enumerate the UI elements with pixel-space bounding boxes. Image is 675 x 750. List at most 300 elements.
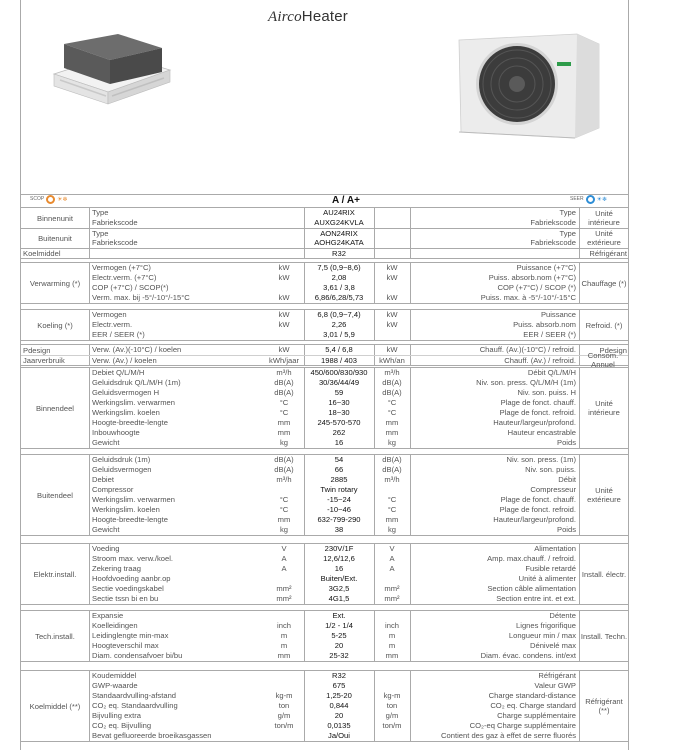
spec-label-nl: Inbouwhoogte (92, 428, 140, 437)
spec-label-fr: Type (559, 229, 576, 238)
table-row (21, 611, 628, 621)
spec-label-fr: Puiss. absorb.nom (513, 320, 576, 329)
table-row (21, 574, 628, 584)
unit-fr: inch (385, 621, 399, 630)
table-row (21, 691, 628, 701)
unit-fr (374, 611, 410, 621)
unit-fr: kW (386, 273, 398, 282)
spec-label-fr: Débit (558, 475, 576, 484)
unit-nl: kW (278, 310, 290, 319)
unit-fr: kW (386, 345, 398, 354)
spec-value: 1988 / 403 (321, 356, 357, 365)
unit-fr: g/m (385, 711, 399, 720)
group-label-fr: Consom. Annuel (587, 351, 619, 369)
table-row (21, 293, 628, 303)
spec-label-fr: Contient des gaz à effet de serre fluorés (441, 731, 576, 740)
energy-class-row (20, 194, 629, 206)
unit-fr: dB(A) (382, 388, 402, 397)
section-units (20, 207, 629, 259)
spec-label-nl: Werkingslim. verwarmen (92, 398, 175, 407)
spec-label-fr: Hauteur encastrable (507, 428, 576, 437)
spec-value: 16~30 (328, 398, 350, 407)
unit-fr (374, 218, 410, 228)
spec-label-fr: Alimentation (534, 544, 576, 553)
spec-label-nl: CO₂ eq. Standaardvulling (92, 701, 178, 710)
unit-fr: kg-m (383, 691, 401, 700)
unit-nl: A (281, 554, 287, 563)
spec-label-nl: Vermogen (92, 310, 127, 319)
unit-nl: °C (279, 495, 289, 504)
unit-nl: ton (278, 701, 290, 710)
scop-efficiency-badge: SCOP ☀❄ (30, 196, 68, 203)
table-row (21, 681, 628, 691)
table-row (21, 505, 628, 515)
section-outdoor (20, 454, 629, 536)
spec-label-fr: Détente (549, 611, 576, 620)
section-cooling (20, 309, 629, 341)
section-indoor (20, 367, 629, 449)
unit-fr: °C (387, 408, 397, 417)
unit-fr: mm (385, 418, 399, 427)
brand-logo: AircoHeater (268, 8, 349, 25)
unit-fr: V (389, 544, 395, 553)
spec-value: 675 (332, 681, 346, 690)
spec-label-fr: Hauteur/largeur/profond. (493, 418, 576, 427)
spec-label-fr: Type (559, 208, 576, 217)
unit-nl (265, 249, 303, 259)
table-row (21, 594, 628, 604)
spec-value: AUXG24KVLA (314, 218, 364, 227)
table-row (21, 428, 628, 438)
unit-nl: kW (278, 345, 290, 354)
unit-fr: mm (385, 515, 399, 524)
unit-fr: m (388, 631, 396, 640)
spec-label-nl: Zekering traag (92, 564, 141, 573)
unit-nl: mm (277, 515, 291, 524)
section-technical (20, 610, 629, 662)
spec-label-nl: Bevat gefluoreerde broeikasgassen (92, 731, 212, 740)
spec-label-nl: Verm. max. bij -5°/-10°/-15°C (92, 293, 190, 302)
spec-label-nl: Verw. (Av.) / koelen (92, 356, 157, 365)
spec-label-fr: Lignes frigorifique (516, 621, 576, 630)
spec-value: 20 (334, 711, 344, 720)
table-row (21, 351, 628, 369)
table-row (21, 398, 628, 408)
unit-nl: kg (279, 438, 289, 447)
group-label-nl: Koelmiddel (23, 248, 61, 258)
table-row (21, 701, 628, 711)
spec-label-fr: Unité à alimenter (518, 574, 576, 583)
spec-label-fr: COP (+7°C) / SCOP (*) (497, 283, 576, 292)
table-row (21, 525, 628, 535)
spec-label-fr: Section entre int. et ext. (496, 594, 576, 603)
table-row (21, 368, 628, 378)
unit-nl (265, 731, 303, 741)
spec-value: AON24RIX (320, 229, 358, 238)
section-heating (20, 262, 629, 304)
spec-label-fr: Compresseur (530, 485, 576, 494)
unit-fr: ton (386, 701, 398, 710)
unit-fr: mm² (384, 594, 400, 603)
group-label-fr: Réfrigérant (**) (585, 697, 623, 715)
unit-nl: kW (278, 320, 290, 329)
unit-fr: °C (387, 495, 397, 504)
group-label-nl: Binnenunit (37, 213, 73, 223)
spec-label-nl: Vermogen (+7°C) (92, 263, 151, 272)
spec-label-fr: Poids (557, 525, 576, 534)
unit-fr: kW (386, 320, 398, 329)
group-label-fr: Chauffage (*) (581, 278, 627, 288)
table-row (21, 544, 628, 554)
unit-fr: °C (387, 505, 397, 514)
unit-nl: kW (278, 263, 290, 272)
spec-label-fr: Niv. son. press. Q/L/M/H (1m) (476, 378, 576, 387)
group-label-nl: Binnendeel (35, 403, 74, 413)
spec-value: 1/2 - 1/4 (325, 621, 353, 630)
spec-label-fr: Charge supplémentaire (497, 711, 576, 720)
spec-value: 30/36/44/49 (318, 378, 360, 387)
spec-label-nl: Geluidsvermogen H (92, 388, 160, 397)
unit-nl: mm (277, 418, 291, 427)
spec-label-fr: Puissance (540, 310, 576, 319)
spec-label-nl: Debiet Q/L/M/H (92, 368, 145, 377)
unit-nl: ton/m (274, 721, 294, 730)
table-row (21, 641, 628, 651)
spec-label-fr: Chauff. (Av.) / refroid. (504, 356, 576, 365)
spec-value: 16 (334, 564, 344, 573)
unit-nl: dB(A) (274, 378, 294, 387)
unit-fr (374, 238, 410, 248)
unit-nl: °C (279, 505, 289, 514)
spec-label-nl: Geluidsdruk Q/L/M/H (1m) (92, 378, 181, 387)
spec-label-nl: Werkingslim. koelen (92, 505, 160, 514)
spec-label-nl: Stroom max. verw./koel. (92, 554, 174, 563)
spec-label-nl: Compressor (92, 485, 134, 494)
unit-fr (374, 330, 410, 340)
unit-fr (374, 671, 410, 681)
table-row (21, 564, 628, 574)
table-row (21, 671, 628, 681)
group-label-fr: Unité extérieure (587, 229, 621, 247)
unit-nl: dB(A) (274, 455, 294, 464)
group-label-nl: Elektr.install. (33, 569, 77, 579)
spec-label-nl: GWP-waarde (92, 681, 138, 690)
unit-nl (265, 611, 303, 621)
spec-label-fr: EER / SEER (*) (523, 330, 576, 339)
spec-value: 7,5 (0,9~8,6) (317, 263, 361, 272)
unit-fr: dB(A) (382, 455, 402, 464)
spec-label-nl: Koudemiddel (92, 671, 137, 680)
spec-label-nl: Gewicht (92, 525, 120, 534)
unit-nl (265, 218, 303, 228)
table-row (21, 408, 628, 418)
unit-nl: mm (277, 651, 291, 660)
spec-label-nl: CO₂ eq. Bijvulling (92, 721, 152, 730)
spec-label-nl: Electr.verm. (+7°C) (92, 273, 157, 282)
spec-value: Buiten/Ext. (320, 574, 358, 583)
table-row (21, 438, 628, 448)
unit-fr: °C (387, 398, 397, 407)
spec-value: 3,61 / 3,8 (323, 283, 355, 292)
spec-value: R32 (332, 249, 346, 258)
unit-nl: kg (279, 525, 289, 534)
table-row (21, 731, 628, 741)
unit-nl: m³/h (276, 368, 292, 377)
spec-label-fr: Fabriekscode (530, 218, 576, 227)
spec-label-nl: Fabriekscode (92, 218, 138, 227)
table-row (21, 631, 628, 641)
unit-nl (265, 330, 303, 340)
unit-fr: m (388, 641, 396, 650)
unit-nl: m³/h (276, 475, 292, 484)
unit-fr: dB(A) (382, 378, 402, 387)
indoor-unit-image (48, 34, 174, 122)
table-row (21, 721, 628, 731)
spec-label-nl: Fabriekscode (92, 238, 138, 247)
spec-value: 12,6/12,6 (323, 554, 355, 563)
spec-label-fr: Puiss. absorb.nom (+7°C) (488, 273, 576, 282)
spec-label-fr: Niv. son. puiss. H (517, 388, 576, 397)
spec-label-nl: Sectie voedingskabel (92, 584, 164, 593)
table-row (21, 273, 628, 283)
unit-nl (265, 681, 303, 691)
spec-value: 18~30 (328, 408, 350, 417)
table-row (21, 345, 628, 355)
unit-nl: m (280, 631, 288, 640)
spec-label-fr: Diam. évac. condens. int/ext (480, 651, 576, 660)
unit-nl: dB(A) (274, 465, 294, 474)
table-row (21, 248, 628, 258)
unit-nl (265, 671, 303, 681)
table-row (21, 554, 628, 564)
spec-label-fr: Amp. max.chauff. / refroid. (487, 554, 576, 563)
unit-nl: kW (278, 273, 290, 282)
unit-nl (265, 208, 303, 218)
spec-value: 59 (334, 388, 344, 397)
unit-nl: V (281, 544, 287, 553)
unit-nl: g/m (277, 711, 291, 720)
spec-label-nl: Hoofdvoeding aanbr.op (92, 574, 171, 583)
table-row (21, 711, 628, 721)
unit-fr: dB(A) (382, 465, 402, 474)
spec-label-nl: Debiet (92, 475, 114, 484)
unit-fr (374, 208, 410, 218)
unit-fr (374, 485, 410, 495)
group-label-fr: Unité extérieure (587, 486, 621, 504)
spec-label-fr: Chauff. (Av.)(-10°C) / refroid. (479, 345, 576, 354)
table-row (21, 378, 628, 388)
spec-label-fr: Longueur min / max (508, 631, 576, 640)
group-label-nl: Verwarming (*) (29, 278, 81, 288)
spec-value: 0,844 (329, 701, 349, 710)
unit-nl (265, 238, 303, 248)
unit-fr: kW (386, 263, 398, 272)
table-row (21, 418, 628, 428)
unit-fr: A (389, 564, 395, 573)
spec-value: 38 (334, 525, 344, 534)
spec-label-fr: CO₂-eq Charge supplémentaire (469, 721, 576, 730)
section-electrical (20, 543, 629, 605)
spec-label-fr: Poids (557, 438, 576, 447)
unit-fr (374, 283, 410, 293)
spec-label-nl: Werkingslim. koelen (92, 408, 160, 417)
spec-value: 54 (334, 455, 344, 464)
spec-value: 25-32 (329, 651, 349, 660)
group-label-fr: Unité intérieure (588, 399, 620, 417)
seer-efficiency-badge: SEER ☀❄ (570, 196, 608, 203)
unit-fr: ton/m (382, 721, 402, 730)
spec-label-nl: Standaardvulling-afstand (92, 691, 177, 700)
table-row (21, 475, 628, 485)
spec-value: Ja/Oui (328, 731, 350, 740)
spec-label-nl (90, 249, 290, 259)
unit-fr: mm² (384, 584, 400, 593)
spec-value: 1,25-20 (326, 691, 352, 700)
spec-label-nl: Hoogte-breedte-lengte (92, 515, 168, 524)
spec-label-fr: Puiss. max. à -5°/-10°/-15°C (480, 293, 576, 302)
group-label-nl: Koelmiddel (**) (29, 701, 81, 711)
table-row (21, 218, 628, 228)
spec-value: 262 (332, 428, 346, 437)
table-row (21, 621, 628, 631)
unit-nl (265, 283, 303, 293)
spec-value: 450/600/830/930 (310, 368, 368, 377)
spec-value: -10~46 (327, 505, 351, 514)
spec-label-nl: Hoogte-breedte-lengte (92, 418, 168, 427)
table-row (21, 228, 628, 238)
spec-value: 4G1,5 (328, 594, 350, 603)
spec-label-fr: Débit Q/L/M/H (527, 368, 576, 377)
spec-value: 5-25 (331, 631, 347, 640)
unit-fr (374, 681, 410, 691)
table-row (21, 388, 628, 398)
spec-label-nl: COP (+7°C) / SCOP(*) (92, 283, 169, 292)
unit-fr: kWh/an (379, 356, 405, 365)
spec-label-nl: Type (92, 229, 109, 238)
spec-value: 3G2,5 (328, 584, 350, 593)
spec-label-nl: Gewicht (92, 438, 120, 447)
spec-value: 2885 (330, 475, 348, 484)
spec-value: 5,4 / 6,8 (325, 345, 353, 354)
group-label-fr: Install. électr. (581, 569, 627, 579)
spec-label-nl: Leidinglengte min-max (92, 631, 169, 640)
spec-label-nl: Geluidsvermogen (92, 465, 152, 474)
spec-label-fr: Valeur GWP (534, 681, 576, 690)
spec-label-fr: Plage de fonct. chauff. (500, 495, 576, 504)
unit-fr: mm (385, 428, 399, 437)
unit-nl: mm² (276, 584, 292, 593)
group-label-fr: Unité intérieure (588, 209, 620, 227)
table-row (21, 238, 628, 248)
spec-value: 16 (334, 438, 344, 447)
spec-value: -15~24 (327, 495, 351, 504)
energy-class-value: A / A+ (332, 195, 360, 206)
spec-label-fr (410, 249, 578, 259)
unit-nl: kW (278, 293, 290, 302)
spec-value: 6,8 (0,9~7,4) (317, 310, 361, 319)
spec-value: 632-799-290 (317, 515, 361, 524)
group-label-nl: Buitendeel (37, 490, 73, 500)
unit-nl (265, 485, 303, 495)
table-row (21, 584, 628, 594)
unit-fr: kg (387, 438, 397, 447)
spec-label-nl: Koelleidingen (92, 621, 138, 630)
unit-nl: m (280, 641, 288, 650)
unit-nl: kWh/jaar (269, 356, 299, 365)
spec-label-nl: Electr.verm. (92, 320, 133, 329)
spec-label-fr: CO₂ eq. Charge standard (490, 701, 576, 710)
spec-label-fr: Plage de fonct. refroid. (499, 408, 576, 417)
spec-label-fr: Fabriekscode (530, 238, 576, 247)
unit-nl: A (281, 564, 287, 573)
unit-nl: kg-m (275, 691, 293, 700)
unit-nl: °C (279, 398, 289, 407)
spec-label-fr: Plage de fonct. chauff. (500, 398, 576, 407)
unit-fr (374, 731, 410, 741)
group-label-nl: Jaarverbruik (23, 355, 65, 365)
spec-value: Twin rotary (320, 485, 358, 494)
spec-label-fr: Niv. son. puiss. (525, 465, 576, 474)
unit-fr (374, 574, 410, 584)
spec-label-nl: EER / SEER (*) (92, 330, 145, 339)
unit-fr: mm (385, 651, 399, 660)
spec-value: AU24RIX (323, 208, 355, 217)
table-row (21, 651, 628, 661)
spec-value: 3,01 / 5,9 (323, 330, 355, 339)
unit-fr: m³/h (384, 475, 400, 484)
group-label-nl: Koeling (*) (37, 320, 73, 330)
table-row (21, 515, 628, 525)
unit-nl (265, 574, 303, 584)
spec-value: AOHG24KATA (314, 238, 364, 247)
table-row (21, 485, 628, 495)
unit-fr (374, 249, 410, 259)
table-row (21, 320, 628, 330)
unit-fr: kW (386, 293, 398, 302)
table-row (21, 208, 628, 218)
group-label-nl: Buitenunit (38, 233, 72, 243)
spec-value: Ext. (332, 611, 346, 620)
table-row (21, 263, 628, 273)
spec-label-fr: Section câble alimentation (487, 584, 576, 593)
spec-value: 245-570-570 (317, 418, 361, 427)
unit-fr: kg (387, 525, 397, 534)
spec-label-fr: Puissance (+7°C) (516, 263, 576, 272)
spec-label-nl: Diam. condensafvoer bi/bu (92, 651, 183, 660)
table-row (21, 330, 628, 340)
group-divider (21, 248, 628, 249)
spec-label-fr: Hauteur/largeur/profond. (493, 515, 576, 524)
group-label-fr: Install. Techn. (580, 631, 628, 641)
spec-label-nl: Type (92, 208, 109, 217)
unit-fr: kW (386, 310, 398, 319)
unit-fr: m³/h (384, 368, 400, 377)
spec-label-fr: Dénivelé max (529, 641, 576, 650)
group-divider (21, 228, 628, 229)
table-row (21, 283, 628, 293)
spec-value: 230V/1F (324, 544, 354, 553)
spec-label-fr: Charge standard-distance (488, 691, 576, 700)
spec-label-nl: Bijvulling extra (92, 711, 141, 720)
unit-nl: dB(A) (274, 388, 294, 397)
unit-nl: mm (277, 428, 291, 437)
group-label-nl: Pdesign (23, 345, 51, 355)
spec-label-fr: Plage de fonct. refroid. (499, 505, 576, 514)
group-label-fr: Pdesign (599, 345, 627, 355)
unit-fr: A (389, 554, 395, 563)
table-row (21, 465, 628, 475)
spec-value: 20 (334, 641, 344, 650)
